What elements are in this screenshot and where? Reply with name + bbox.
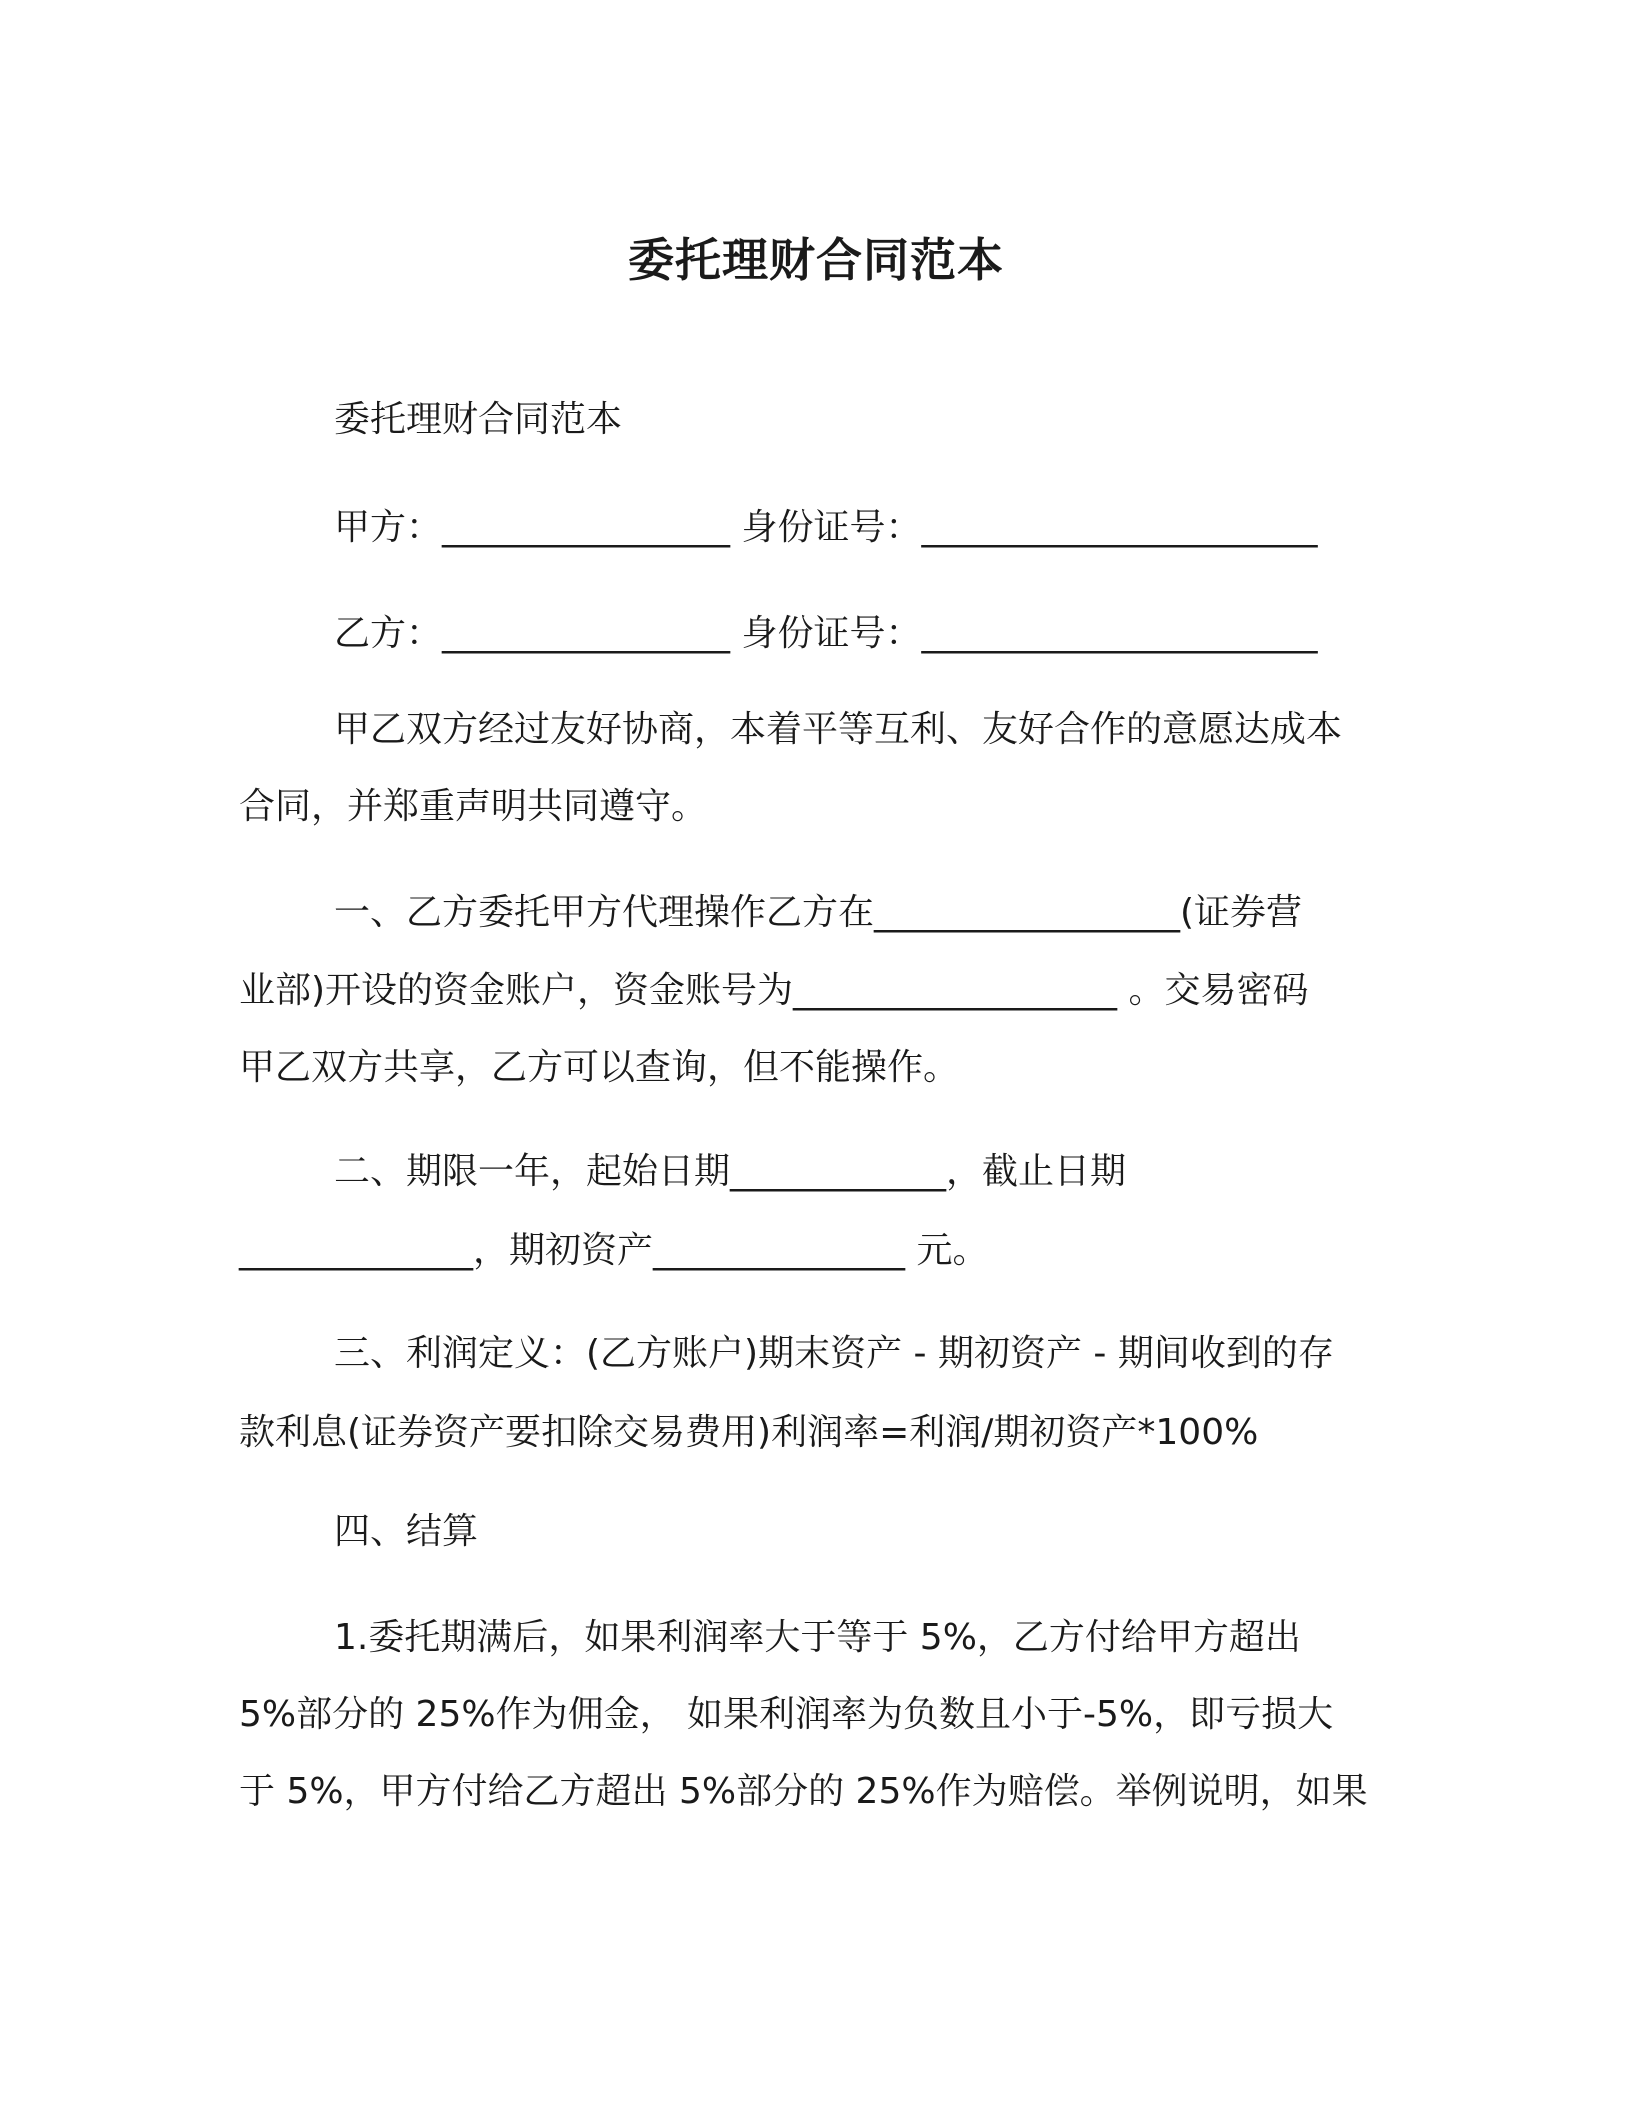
clause-1-line-3: 甲乙双方共享，乙方可以查询，但不能操作。 — [239, 1047, 960, 1088]
intro-line-2: 合同，并郑重声明共同遵守。 — [239, 786, 708, 827]
clause-1-line-1: 一、乙方委托甲方代理操作乙方在_________________(证券营 — [334, 892, 1303, 933]
document-title: 委托理财合同范本 — [628, 233, 1004, 287]
clause-4-1-line-1: 1.委托期满后，如果利润率大于等于 5%，乙方付给甲方超出 — [334, 1617, 1301, 1658]
clause-2-line-1: 二、期限一年，起始日期____________，截止日期 — [334, 1151, 1127, 1192]
clause-3-line-2: 款利息(证券资产要扣除交易费用)利润率=利润/期初资产*100% — [239, 1412, 1259, 1453]
clause-1-line-2: 业部)开设的资金账户，资金账号为__________________ 。交易密码 — [239, 970, 1309, 1011]
clause-3-line-1: 三、利润定义：(乙方账户)期末资产 - 期初资产 - 期间收到的存 — [334, 1333, 1334, 1374]
clause-4-1-line-3: 于 5%，甲方付给乙方超出 5%部分的 25%作为赔偿。举例说明，如果 — [239, 1771, 1368, 1812]
clause-4-1-line-2: 5%部分的 25%作为佣金， 如果利润率为负数且小于-5%，即亏损大 — [239, 1694, 1334, 1735]
document-subtitle: 委托理财合同范本 — [334, 399, 623, 440]
clause-2-line-2: _____________，期初资产______________ 元。 — [239, 1230, 989, 1271]
party-b-line: 乙方：________________ 身份证号：______________________ — [334, 613, 1318, 654]
clause-4-heading: 四、结算 — [334, 1511, 479, 1552]
intro-line-1: 甲乙双方经过友好协商，本着平等互利、友好合作的意愿达成本 — [334, 709, 1343, 750]
party-a-line: 甲方：________________ 身份证号：______________________ — [334, 507, 1318, 548]
